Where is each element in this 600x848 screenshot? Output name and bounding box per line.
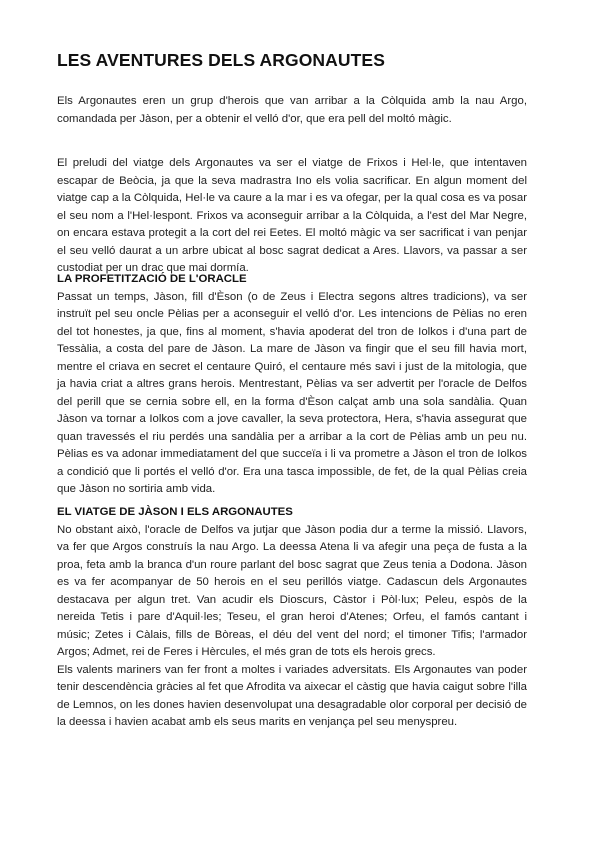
document-title: LES AVENTURES DELS ARGONAUTES <box>57 50 385 70</box>
intro-paragraph: Els Argonautes eren un grup d'herois que van arribar a la Còlquida amb la nau Argo, comandada per Jàson, per a obtenir el velló d'or, que era pell del moltó màgic. <box>57 95 527 125</box>
prelude-block <box>57 155 527 278</box>
section-prophecy <box>57 271 527 499</box>
prelude-paragraph: El preludi del viatge dels Argonautes va ser el viatge de Frixos i Hel·le, que intentaven escapar de Beòcia, ja que la seva madrastra Ino els volia sacrificar. En algun moment del viatge cap a la Còlquida, Hel·le va caure a la mar i es va ofegar, per la qual cosa es va posar el seu nom a l'Hel·lespont. Frixos va aconseguir arribar a la Còlquida, a l'est del Mar Negre, on encara estava protegit a la cort del rei Eetes. El moltó màgic va ser sacrificat i van penjar el seu velló daurat a un arbre ubicat al bosc sagrat dedicat a Ares. Llavors, va passar a ser custodiat per un drac que mai dormía. <box>57 157 527 274</box>
section-heading-prophecy: LA PROFETITZACIÓ DE L'ORACLE <box>57 273 247 285</box>
section-heading-voyage: EL VIATGE DE JÀSON I ELS ARGONAUTES <box>57 506 293 518</box>
prophecy-paragraph: Passat un temps, Jàson, fill d'Èson (o de Zeus i Electra segons altres tradicions), va ser instruït pel seu oncle Pèlias per a aconseguir el velló d'or. Les intencions de Pèlias no eren del tot honestes, ja que, fins al moment, s'havia apoderat del tron de Iolkos i d'una part de Tessàlia, a costa del pare de Jàson. La mare de Jàson va fingir que el seu fill havia mort, mentre el criava en secret el centaure Quiró, el centaure més savi i just de la mitologia, que ja havia criat a altres grans herois. Mentrestant, Pèlias va ser advertit per l'oracle de Delfos del perill que se cernia sobre ell, en la forma d'Èson calçat amb una sola sandàlia. Quan Jàson va tornar a Iolkos com a jove cavaller, la seva protectora, Hera, s'havia assegurat que quan travessés el riu perdés una sandàlia per a arribar a la cort de Pèlias amb un peu nu. Pèlias es va adonar immediatament del que succeïa i li va prometre a Jàson el tron de Iolkos a condició que li portés el velló d'or. Era una tasca impossible, de fet, de la qual Pèlias creia que Jàson no sortiria amb vida. <box>57 290 527 495</box>
section-voyage <box>57 504 527 732</box>
voyage-paragraph-1: No obstant això, l'oracle de Delfos va jutjar que Jàson podia dur a terme la missió. Llavors, va fer que Argos construís la nau Argo. La deessa Atena li va afegir una peça de fusta a la proa, feta amb la branca d'un roure parlant del bosc sagrat que Zeus tenia a Dodona. Jàson es va fer acompanyar de 50 herois en el seu perillós viatge. Cadascun dels Argonautes destacava per algun tret. Van acudir els Dioscurs, Càstor i Pòl·lux; Peleu, espòs de la nereida Tetis i pare d'Aquil·les; Teseu, el gran heroi d'Atenes; Orfeu, el famós cantant i músic; Zetes i Càlais, fills de Bòreas, el déu del vent del nord; el timoner Tifis; l'armador Argos; Admet, rei de Feres i Hèrcules, el més gran de tots els herois grecs. <box>57 523 527 658</box>
intro-block <box>57 93 527 128</box>
voyage-paragraph-2: Els valents mariners van fer front a moltes i variades adversitats. Els Argonautes van poder tenir descendència gràcies al fet que Afrodita va aixecar el càstig que havia caigut sobre l'illa de Lemnos, on les dones havien desenvolupat una desagradable olor corporal per decisió de la deessa i havien acabat amb els seus marits en venjança pel seu menyspreu. <box>57 663 527 728</box>
